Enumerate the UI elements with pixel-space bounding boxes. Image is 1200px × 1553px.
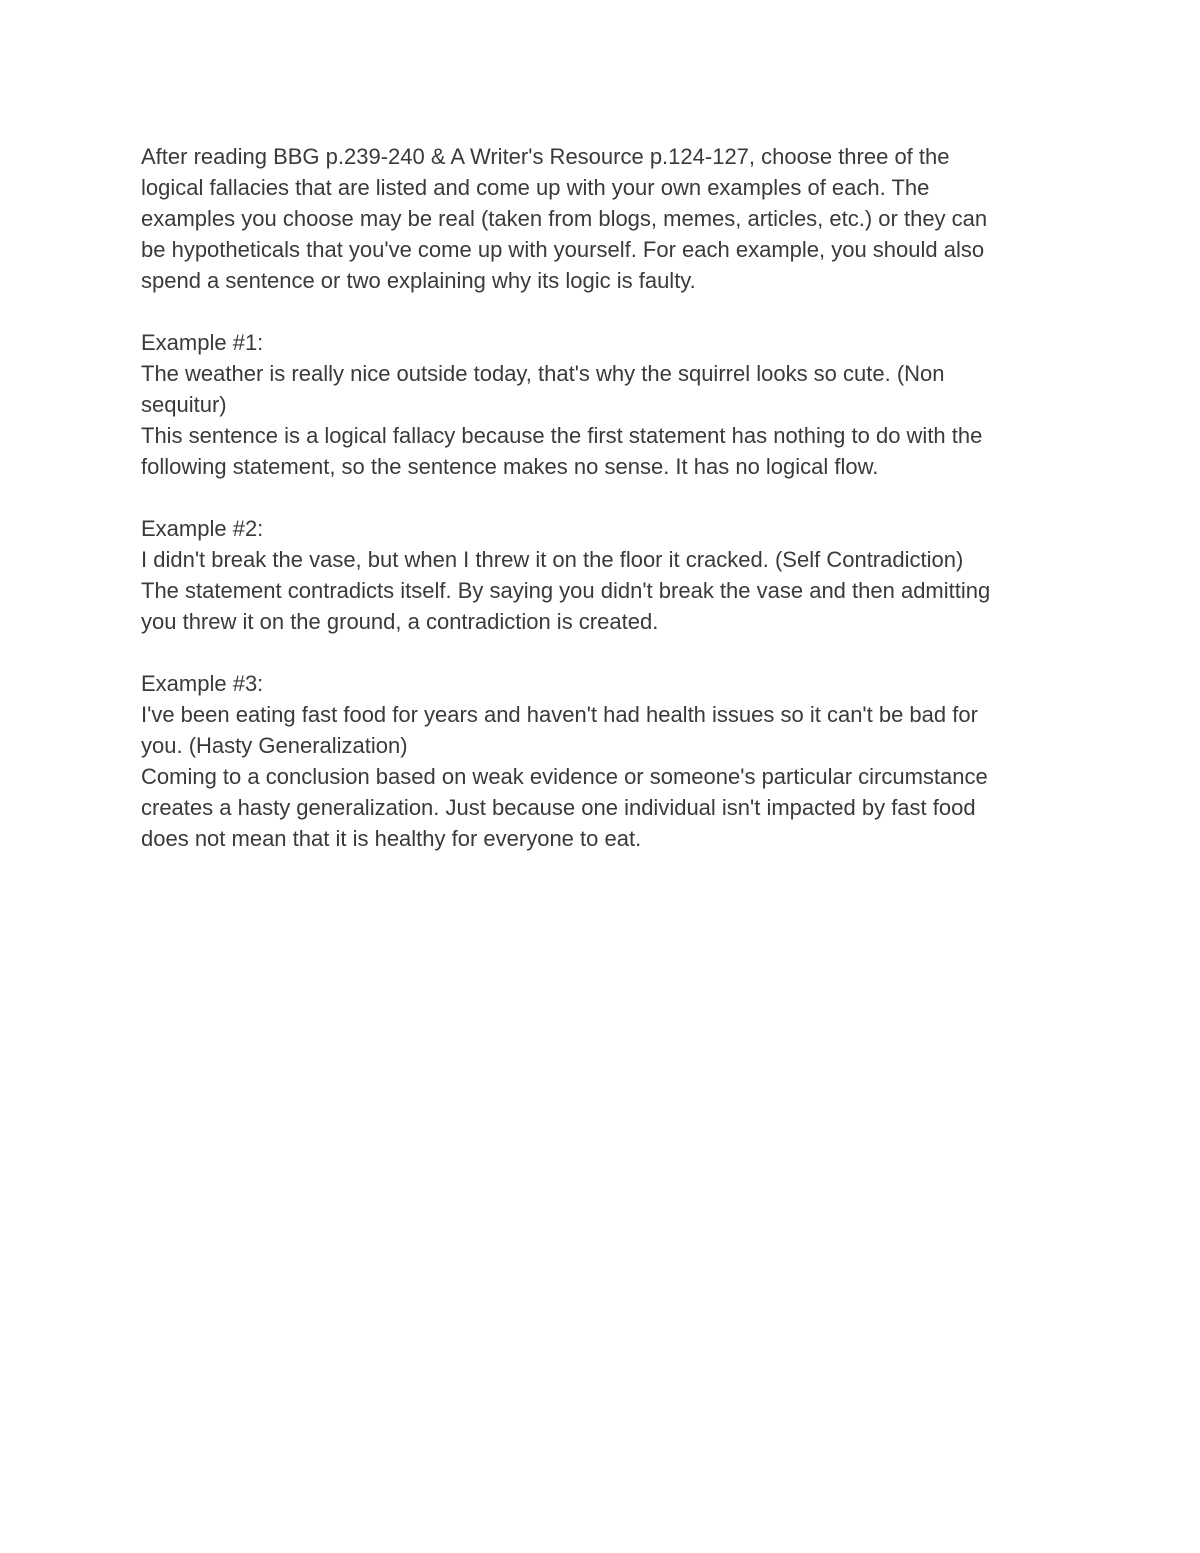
example-line: This sentence is a logical fallacy because the first statement has nothing to do with the	[141, 423, 983, 448]
example-line: I didn't break the vase, but when I threw it on the floor it cracked. (Self Contradiction)	[141, 547, 964, 572]
document-body	[141, 141, 1071, 854]
example-line: Coming to a conclusion based on weak evidence or someone's particular circumstance	[141, 764, 988, 789]
intro-line: After reading BBG p.239-240 & A Writer's Resource p.124-127, choose three of the	[141, 144, 950, 169]
example-heading: Example #1:	[141, 330, 264, 355]
example-line: The weather is really nice outside today, that's why the squirrel looks so cute. (Non	[141, 361, 945, 386]
example-line: creates a hasty generalization. Just because one individual isn't impacted by fast food	[141, 795, 976, 820]
example-line: sequitur)	[141, 392, 227, 417]
example-heading: Example #3:	[141, 671, 264, 696]
example-1	[141, 327, 1071, 482]
example-heading: Example #2:	[141, 516, 264, 541]
example-3	[141, 668, 1071, 854]
example-line: The statement contradicts itself. By saying you didn't break the vase and then admitting	[141, 578, 991, 603]
example-line: following statement, so the sentence makes no sense. It has no logical flow.	[141, 454, 879, 479]
example-line: does not mean that it is healthy for everyone to eat.	[141, 826, 642, 851]
intro-paragraph	[141, 141, 1071, 296]
example-line: you. (Hasty Generalization)	[141, 733, 408, 758]
intro-line: be hypotheticals that you've come up with yourself. For each example, you should also	[141, 237, 985, 262]
example-2	[141, 513, 1071, 637]
intro-line: examples you choose may be real (taken from blogs, memes, articles, etc.) or they can	[141, 206, 988, 231]
example-line: I've been eating fast food for years and haven't had health issues so it can't be bad for	[141, 702, 978, 727]
intro-line: logical fallacies that are listed and come up with your own examples of each. The	[141, 175, 930, 200]
example-line: you threw it on the ground, a contradiction is created.	[141, 609, 659, 634]
intro-line: spend a sentence or two explaining why its logic is faulty.	[141, 268, 696, 293]
